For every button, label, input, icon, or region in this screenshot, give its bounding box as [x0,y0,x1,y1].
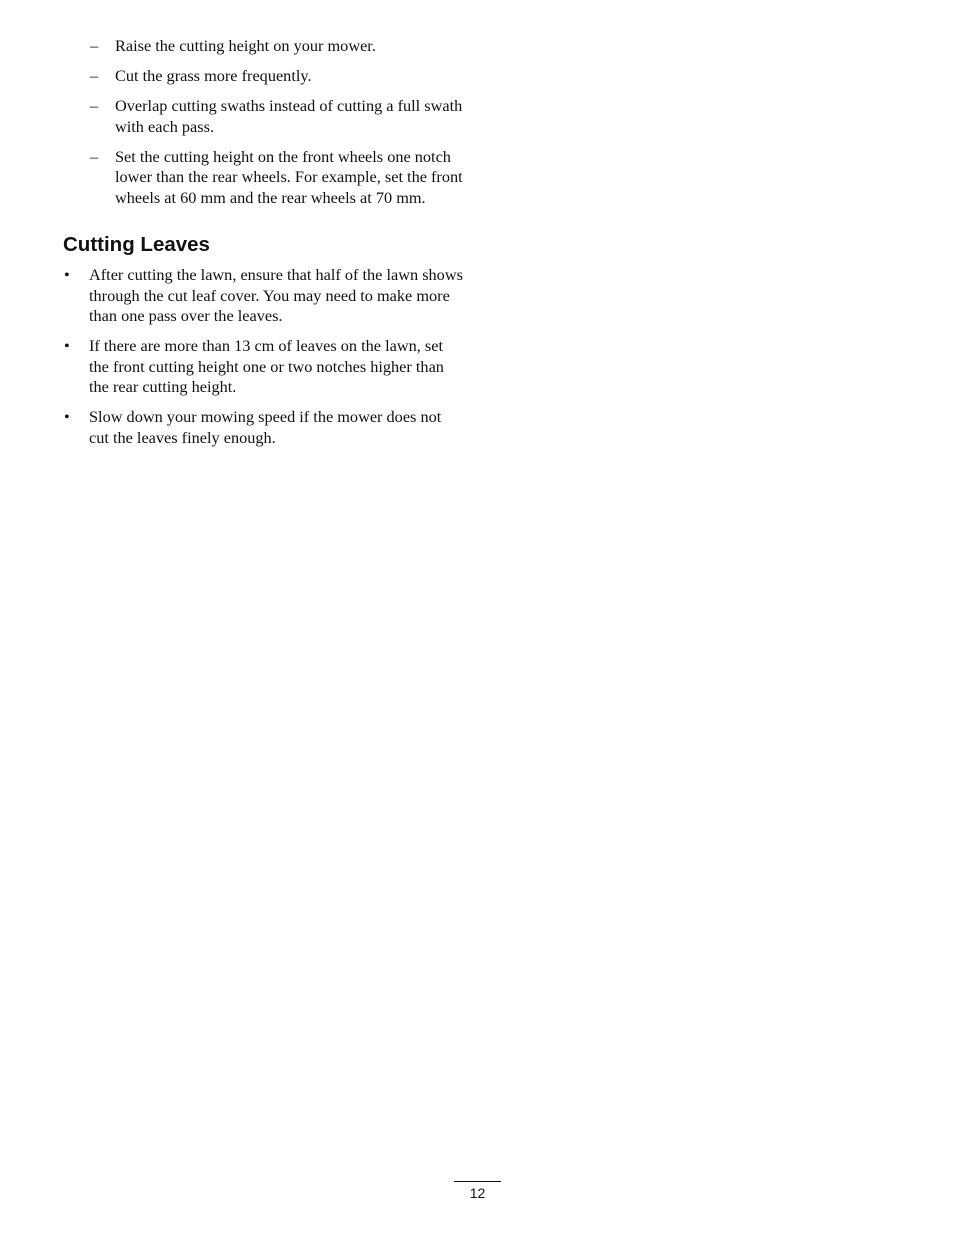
dash-marker: – [90,96,99,115]
dash-marker: – [90,36,99,55]
list-item-text: Raise the cutting height on your mower. [115,36,376,55]
list-item-text: Slow down your mowing speed if the mower does not cut the leaves finely enough. [89,407,442,447]
list-item-text: If there are more than 13 cm of leaves on the lawn, set the front cutting height one or two notches higher than the rear cutting height. [89,336,444,396]
footer-divider [454,1181,501,1182]
list-item [63,36,463,57]
list-item [63,265,463,327]
dash-marker: – [90,66,99,85]
bullet-marker: • [64,407,70,426]
bullet-list [63,265,463,448]
bullet-marker: • [64,265,70,284]
section-heading: Cutting Leaves [63,233,210,256]
list-item-text: After cutting the lawn, ensure that half of the lawn shows through the cut leaf cover. You may need to make more than one pass over the leaves. [89,265,463,325]
bullet-marker: • [64,336,70,355]
list-item [63,336,463,398]
list-item-text: Cut the grass more frequently. [115,66,312,85]
list-item [63,96,463,137]
list-item-text: Set the cutting height on the front wheels one notch lower than the rear wheels. For example, set the front wheels at 60 mm and the rear wheels at 70 mm. [115,146,463,207]
text-column [63,36,463,458]
page-number: 12 [469,1185,486,1201]
list-item [63,147,463,209]
dash-list [63,36,463,208]
list-item-text: Overlap cutting swaths instead of cutting a full swath with each pass. [115,96,463,136]
dash-marker: – [90,146,99,166]
list-item [63,66,463,87]
list-item [63,407,463,448]
